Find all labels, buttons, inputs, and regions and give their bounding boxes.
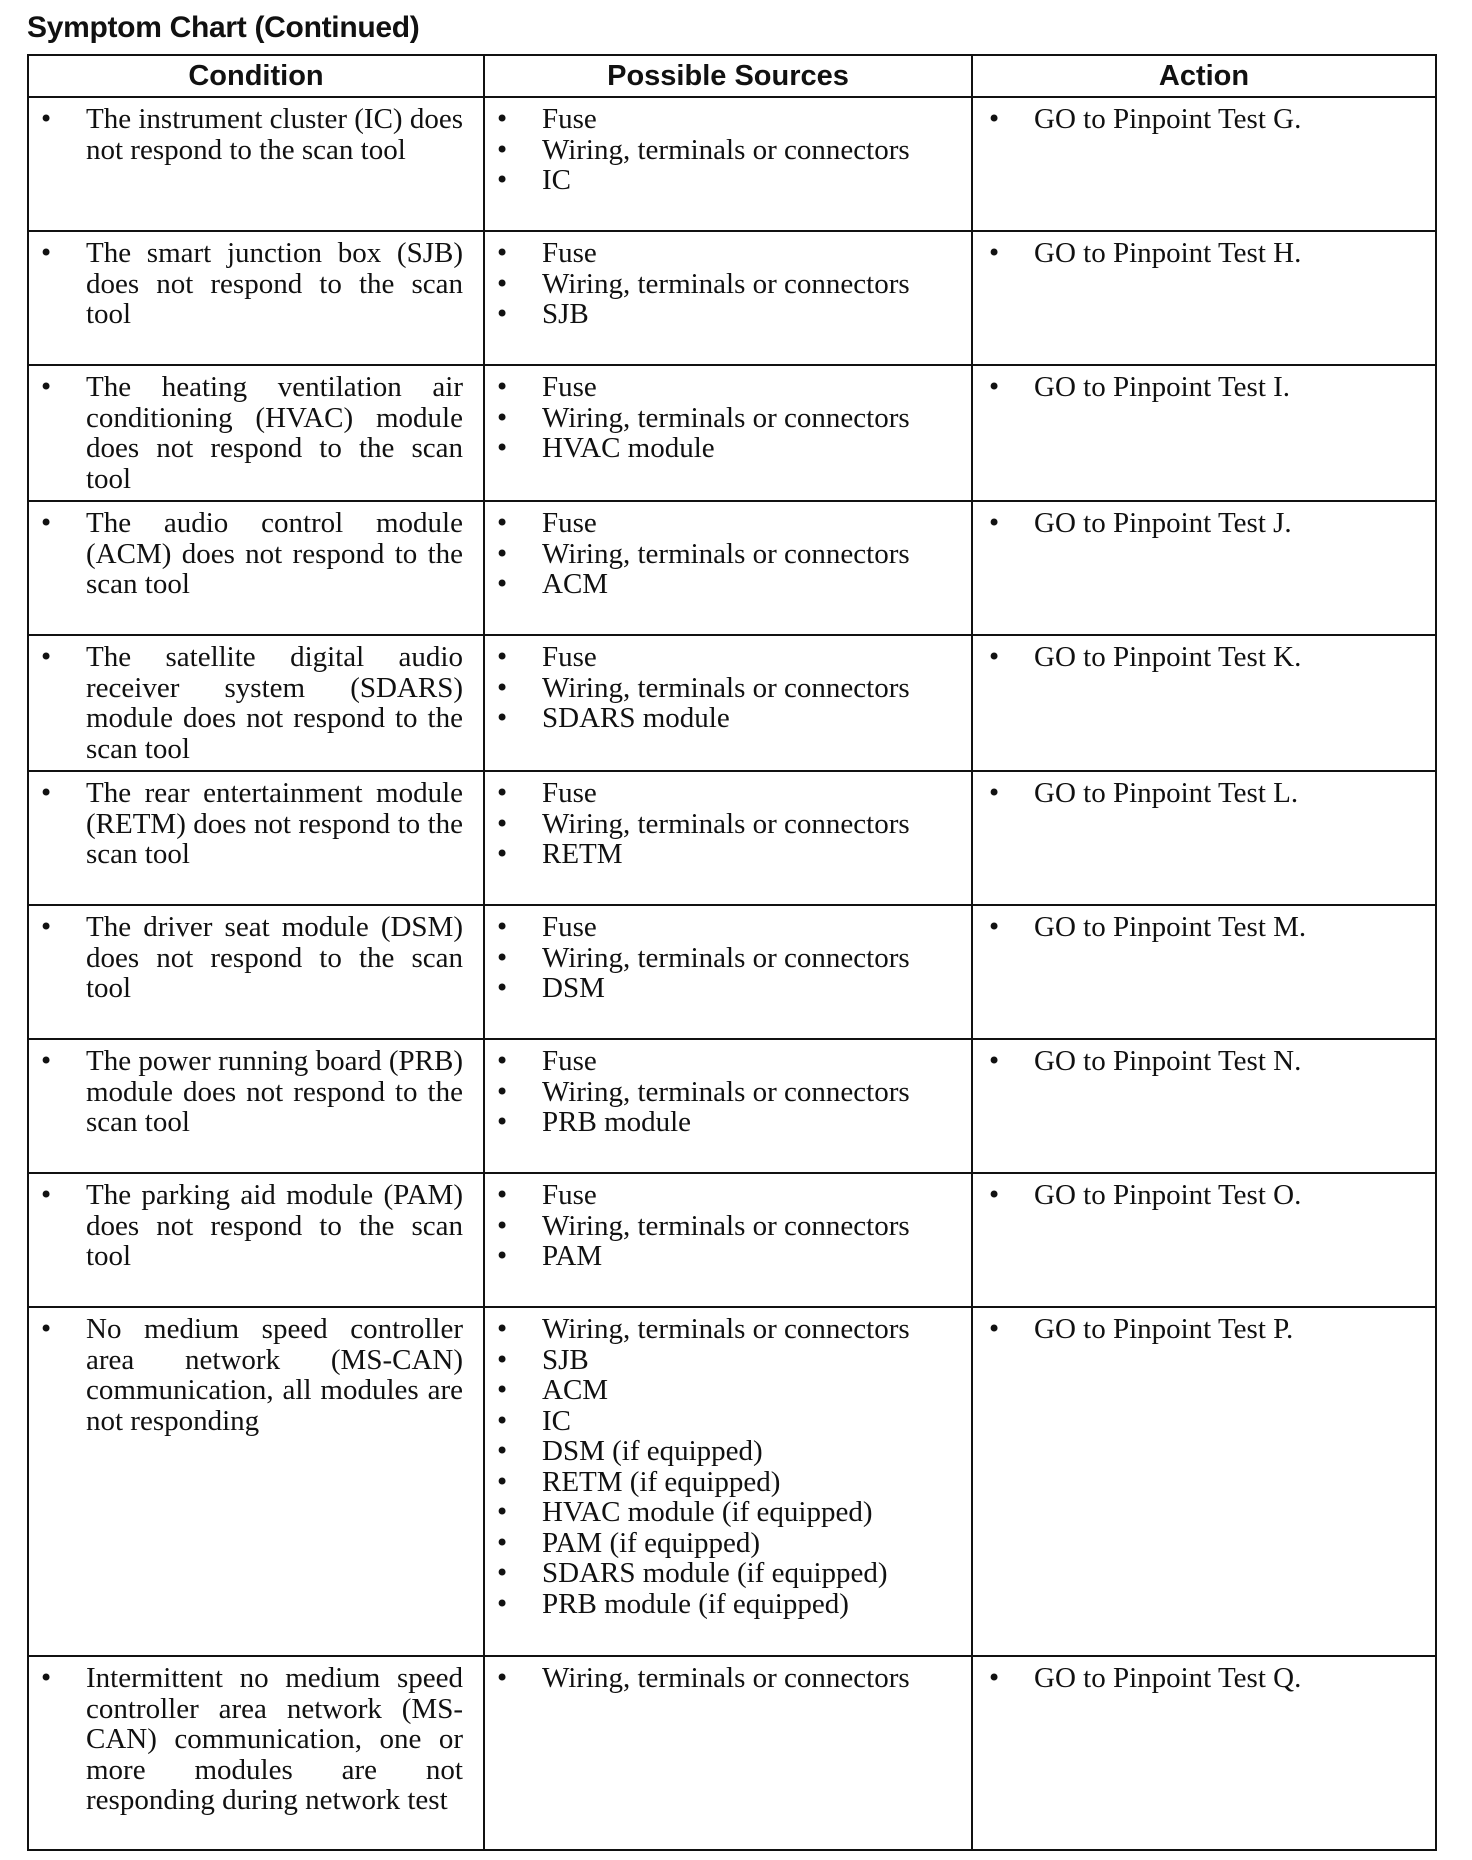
action-cell <box>972 1039 1436 1173</box>
table-row <box>28 1656 1436 1850</box>
action-cell-list <box>973 232 1435 275</box>
list-item: • Fuse <box>495 104 955 135</box>
list-item: • Wiring, terminals or connectors <box>495 1211 955 1242</box>
action-cell <box>972 771 1436 905</box>
possible-sources-cell <box>484 771 972 905</box>
list-item: • The satellite digital audio receiver system (SDARS) module does not respond to the scan tool <box>39 642 463 764</box>
possible-sources-cell-list <box>485 502 971 606</box>
action-cell <box>972 905 1436 1039</box>
chart-body <box>28 97 1436 1850</box>
list-item: • PRB module (if equipped) <box>495 1589 955 1620</box>
list-item: • DSM (if equipped) <box>495 1436 955 1467</box>
condition-cell-list <box>29 772 483 876</box>
action-cell <box>972 97 1436 231</box>
condition-cell <box>28 1039 484 1173</box>
condition-cell-list <box>29 98 483 171</box>
condition-cell <box>28 97 484 231</box>
header-possible-sources: Possible Sources <box>484 55 972 97</box>
possible-sources-cell <box>484 1173 972 1307</box>
condition-cell-list <box>29 906 483 1010</box>
action-cell <box>972 231 1436 365</box>
possible-sources-cell <box>484 365 972 501</box>
action-cell-list <box>973 1657 1435 1700</box>
condition-cell-list <box>29 232 483 336</box>
possible-sources-cell-list <box>485 772 971 876</box>
list-item: • HVAC module <box>495 433 955 464</box>
list-item: • Wiring, terminals or connectors <box>495 1314 955 1345</box>
table-row <box>28 97 1436 231</box>
list-item: • GO to Pinpoint Test N. <box>987 1046 1419 1077</box>
condition-cell <box>28 1307 484 1656</box>
list-item: • GO to Pinpoint Test M. <box>987 912 1419 943</box>
list-item: • Wiring, terminals or connectors <box>495 943 955 974</box>
list-item: • GO to Pinpoint Test P. <box>987 1314 1419 1345</box>
list-item: • RETM <box>495 839 955 870</box>
table-row <box>28 1307 1436 1656</box>
list-item: • DSM <box>495 973 955 1004</box>
condition-cell <box>28 1173 484 1307</box>
list-item: • Intermittent no medium speed controller area network (MS-CAN) communication, one or more modules are not responding during network test <box>39 1663 463 1816</box>
action-cell-list <box>973 636 1435 679</box>
action-cell <box>972 501 1436 635</box>
list-item: • Fuse <box>495 1180 955 1211</box>
action-cell-list <box>973 1040 1435 1083</box>
condition-cell-list <box>29 1040 483 1144</box>
list-item: • Wiring, terminals or connectors <box>495 1663 955 1694</box>
possible-sources-cell <box>484 501 972 635</box>
action-cell <box>972 1656 1436 1850</box>
list-item: • HVAC module (if equipped) <box>495 1497 955 1528</box>
table-row <box>28 1039 1436 1173</box>
symptom-chart-table <box>27 54 1437 1851</box>
table-row <box>28 905 1436 1039</box>
table-row <box>28 365 1436 501</box>
list-item: • GO to Pinpoint Test Q. <box>987 1663 1419 1694</box>
list-item: • Wiring, terminals or connectors <box>495 403 955 434</box>
condition-cell <box>28 1656 484 1850</box>
possible-sources-cell-list <box>485 906 971 1010</box>
possible-sources-cell-list <box>485 1040 971 1144</box>
possible-sources-cell-list <box>485 232 971 336</box>
list-item: • SDARS module (if equipped) <box>495 1558 955 1589</box>
possible-sources-cell <box>484 635 972 771</box>
table-row <box>28 771 1436 905</box>
possible-sources-cell <box>484 97 972 231</box>
action-cell-list <box>973 366 1435 409</box>
list-item: • PAM <box>495 1241 955 1272</box>
list-item: • Fuse <box>495 778 955 809</box>
table-row <box>28 231 1436 365</box>
condition-cell-list <box>29 636 483 770</box>
action-cell <box>972 1307 1436 1656</box>
list-item: • Fuse <box>495 1046 955 1077</box>
action-cell-list <box>973 906 1435 949</box>
list-item: • Fuse <box>495 372 955 403</box>
possible-sources-cell-list <box>485 1657 971 1700</box>
action-cell-list <box>973 772 1435 815</box>
list-item: • The driver seat module (DSM) does not respond to the scan tool <box>39 912 463 1004</box>
table-row <box>28 1173 1436 1307</box>
list-item: • IC <box>495 1406 955 1437</box>
header-action: Action <box>972 55 1436 97</box>
list-item: • The heating ventilation air conditioning (HVAC) module does not respond to the scan tool <box>39 372 463 494</box>
list-item: • SJB <box>495 1345 955 1376</box>
action-cell <box>972 1173 1436 1307</box>
action-cell <box>972 365 1436 501</box>
possible-sources-cell-list <box>485 636 971 740</box>
possible-sources-cell <box>484 1656 972 1850</box>
list-item: • Wiring, terminals or connectors <box>495 269 955 300</box>
list-item: • IC <box>495 165 955 196</box>
list-item: • RETM (if equipped) <box>495 1467 955 1498</box>
condition-cell <box>28 771 484 905</box>
table-row <box>28 501 1436 635</box>
condition-cell-list <box>29 366 483 500</box>
header-row <box>28 55 1436 97</box>
table-row <box>28 635 1436 771</box>
possible-sources-cell <box>484 905 972 1039</box>
list-item: • Fuse <box>495 238 955 269</box>
condition-cell <box>28 635 484 771</box>
list-item: • The audio control module (ACM) does not respond to the scan tool <box>39 508 463 600</box>
list-item: • GO to Pinpoint Test G. <box>987 104 1419 135</box>
action-cell-list <box>973 1174 1435 1217</box>
list-item: • GO to Pinpoint Test H. <box>987 238 1419 269</box>
list-item: • Wiring, terminals or connectors <box>495 135 955 166</box>
list-item: • ACM <box>495 569 955 600</box>
header-condition: Condition <box>28 55 484 97</box>
possible-sources-cell-list <box>485 98 971 202</box>
list-item: • GO to Pinpoint Test O. <box>987 1180 1419 1211</box>
list-item: • SJB <box>495 299 955 330</box>
list-item: • GO to Pinpoint Test I. <box>987 372 1419 403</box>
list-item: • Wiring, terminals or connectors <box>495 539 955 570</box>
page-title: Symptom Chart (Continued) <box>27 11 420 44</box>
list-item: • Fuse <box>495 642 955 673</box>
list-item: • SDARS module <box>495 703 955 734</box>
list-item: • The smart junction box (SJB) does not respond to the scan tool <box>39 238 463 330</box>
list-item: • Wiring, terminals or connectors <box>495 673 955 704</box>
condition-cell <box>28 231 484 365</box>
possible-sources-cell-list <box>485 1174 971 1278</box>
condition-cell-list <box>29 1308 483 1442</box>
possible-sources-cell-list <box>485 1308 971 1625</box>
possible-sources-cell <box>484 1307 972 1656</box>
list-item: • Fuse <box>495 508 955 539</box>
action-cell-list <box>973 98 1435 141</box>
action-cell-list <box>973 502 1435 545</box>
list-item: • GO to Pinpoint Test J. <box>987 508 1419 539</box>
list-item: • No medium speed controller area network (MS-CAN) communication, all modules are not responding <box>39 1314 463 1436</box>
list-item: • The rear entertainment module (RETM) does not respond to the scan tool <box>39 778 463 870</box>
list-item: • Wiring, terminals or connectors <box>495 809 955 840</box>
condition-cell <box>28 501 484 635</box>
possible-sources-cell-list <box>485 366 971 470</box>
list-item: • PRB module <box>495 1107 955 1138</box>
list-item: • GO to Pinpoint Test K. <box>987 642 1419 673</box>
list-item: • Fuse <box>495 912 955 943</box>
action-cell <box>972 635 1436 771</box>
possible-sources-cell <box>484 231 972 365</box>
list-item: • The power running board (PRB) module does not respond to the scan tool <box>39 1046 463 1138</box>
list-item: • ACM <box>495 1375 955 1406</box>
condition-cell-list <box>29 1657 483 1822</box>
action-cell-list <box>973 1308 1435 1351</box>
list-item: • The instrument cluster (IC) does not respond to the scan tool <box>39 104 463 165</box>
list-item: • The parking aid module (PAM) does not respond to the scan tool <box>39 1180 463 1272</box>
condition-cell <box>28 365 484 501</box>
condition-cell-list <box>29 502 483 606</box>
list-item: • Wiring, terminals or connectors <box>495 1077 955 1108</box>
list-item: • PAM (if equipped) <box>495 1528 955 1559</box>
condition-cell-list <box>29 1174 483 1278</box>
possible-sources-cell <box>484 1039 972 1173</box>
condition-cell <box>28 905 484 1039</box>
list-item: • GO to Pinpoint Test L. <box>987 778 1419 809</box>
